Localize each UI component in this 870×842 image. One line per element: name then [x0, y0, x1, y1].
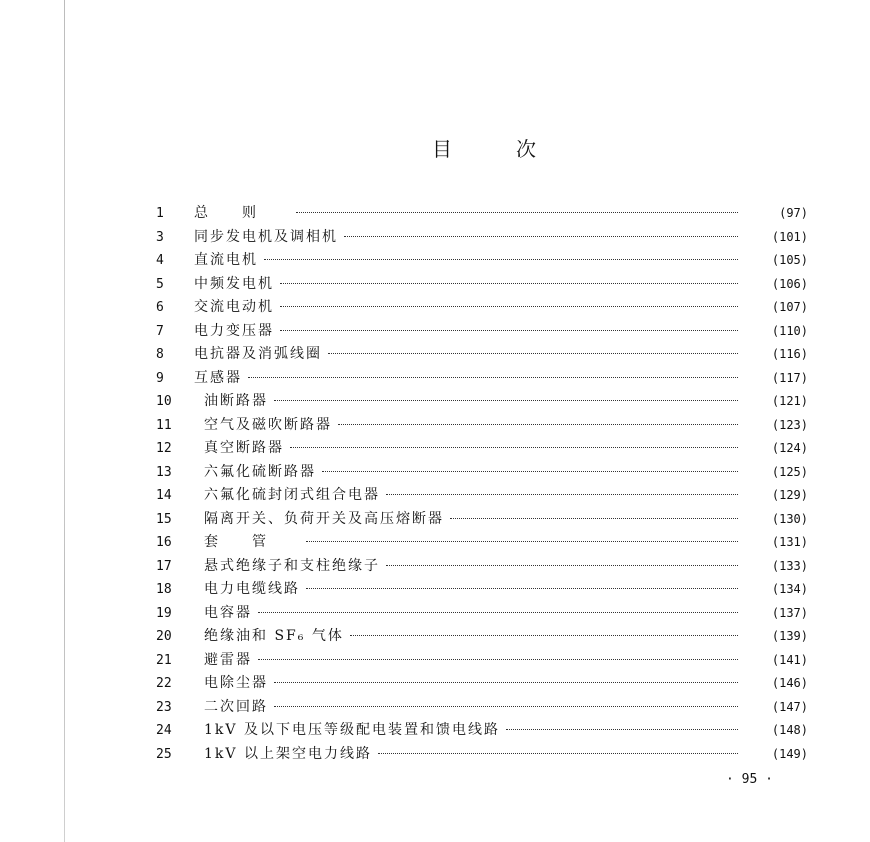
toc-entry-title: 六氟化硫封闭式组合电器 [204, 487, 380, 503]
toc-entry [204, 696, 744, 720]
toc-entry [194, 202, 744, 226]
toc-entry [194, 320, 744, 344]
toc-entry-number: 12 [156, 441, 172, 456]
toc-entry-page: (148) [771, 723, 808, 737]
toc-entry [194, 226, 744, 250]
toc-row [156, 226, 816, 250]
toc-entry-page: (137) [771, 605, 808, 620]
toc-row [156, 696, 816, 720]
toc-row [156, 367, 816, 391]
toc-entry-page: (146) [771, 676, 808, 690]
toc-entry-title: 悬式绝缘子和支柱绝缘子 [204, 557, 380, 574]
toc-entry-title: 油断路器 [204, 393, 268, 409]
toc-row [156, 437, 816, 461]
dot-leader [506, 729, 738, 730]
toc-row [156, 602, 816, 626]
toc-row [156, 625, 816, 649]
scan-edge-line [64, 0, 65, 842]
toc-entry-page: (149) [771, 746, 808, 761]
toc-entry-number: 22 [156, 676, 172, 691]
toc-entry-page: (110) [771, 323, 808, 338]
toc-entry-title: 真空断路器 [204, 440, 284, 456]
toc-row [156, 202, 816, 226]
toc-row [156, 719, 816, 743]
toc-entry-number: 18 [156, 582, 172, 597]
toc-entry-title: 1kV 及以下电压等级配电装置和馈电线路 [204, 722, 500, 738]
dot-leader [306, 588, 738, 589]
toc-entry [204, 602, 744, 626]
dot-leader [350, 635, 738, 636]
toc-entry [204, 743, 744, 767]
toc-entry-number: 6 [156, 300, 164, 315]
toc-row [156, 484, 816, 508]
toc-row [156, 743, 816, 767]
toc-entry-number: 14 [156, 488, 172, 503]
dot-leader [280, 330, 738, 331]
toc-entry-title: 电力变压器 [194, 322, 274, 339]
dot-leader [290, 447, 738, 448]
dot-leader [248, 377, 738, 378]
page-title [432, 133, 536, 162]
dot-leader [322, 471, 738, 472]
toc-entry-title: 同步发电机及调相机 [194, 228, 338, 245]
dot-leader [280, 283, 738, 284]
toc-entry-number: 1 [156, 206, 164, 221]
toc-entry [204, 437, 744, 461]
toc-entry-title: 二次回路 [204, 698, 268, 715]
toc-entry-title: 1kV 以上架空电力线路 [204, 745, 372, 762]
toc-entry-title: 避雷器 [204, 651, 252, 668]
toc-entry [204, 461, 744, 485]
dot-leader [296, 212, 738, 213]
dot-leader [386, 494, 738, 495]
toc-entry-page: (101) [771, 229, 808, 244]
toc-row [156, 578, 816, 602]
toc-entry-page: (107) [771, 300, 808, 314]
toc-entry-page: (130) [771, 511, 808, 526]
toc-entry-page: (117) [771, 370, 808, 385]
toc-entry-number: 8 [156, 347, 164, 362]
dot-leader [386, 565, 738, 566]
toc-row [156, 555, 816, 579]
toc-entry [204, 672, 744, 696]
toc-entry [194, 367, 744, 391]
toc-entry-page: (123) [771, 417, 808, 432]
toc-entry-page: (131) [771, 535, 808, 549]
toc-entry-page: (97) [779, 206, 808, 220]
toc-entry-page: (129) [771, 488, 808, 502]
toc-entry-number: 24 [156, 723, 172, 738]
dot-leader [258, 612, 738, 613]
toc-row [156, 273, 816, 297]
toc-row [156, 672, 816, 696]
toc-entry [194, 296, 744, 320]
toc-entry-number: 25 [156, 746, 172, 762]
page-number: · 95 · [726, 772, 773, 787]
dot-leader [338, 424, 738, 425]
toc-entry-number: 15 [156, 511, 172, 527]
toc-entry-title: 总则 [194, 205, 290, 221]
toc-entry [204, 508, 744, 532]
toc-entry-number: 17 [156, 558, 172, 574]
toc-entry-title: 电容器 [204, 604, 252, 621]
toc-entry-number: 4 [156, 253, 164, 268]
table-of-contents [156, 202, 816, 766]
toc-entry-number: 10 [156, 394, 172, 409]
toc-entry-title: 直流电机 [194, 252, 258, 268]
toc-entry-page: (106) [771, 276, 808, 291]
toc-entry [194, 343, 744, 367]
toc-entry [204, 719, 744, 743]
toc-row [156, 249, 816, 273]
toc-entry [194, 273, 744, 297]
dot-leader [274, 400, 738, 401]
dot-leader [280, 306, 738, 307]
toc-entry-page: (105) [771, 253, 808, 267]
toc-entry-number: 3 [156, 229, 164, 245]
toc-entry-title: 绝缘油和 SF₆ 气体 [204, 628, 344, 644]
toc-entry-title: 中频发电机 [194, 275, 274, 292]
toc-entry [204, 625, 744, 649]
dot-leader [344, 236, 738, 237]
toc-entry-page: (133) [771, 558, 808, 573]
toc-entry-number: 20 [156, 629, 172, 644]
dot-leader [450, 518, 738, 519]
toc-entry-title: 六氟化硫断路器 [204, 463, 316, 480]
toc-row [156, 320, 816, 344]
toc-entry-number: 16 [156, 535, 172, 550]
toc-entry-title: 互感器 [194, 369, 242, 386]
toc-row [156, 296, 816, 320]
dot-leader [264, 259, 738, 260]
toc-entry-title: 交流电动机 [194, 299, 274, 315]
toc-entry-number: 21 [156, 652, 172, 668]
dot-leader [378, 753, 738, 754]
toc-row [156, 390, 816, 414]
toc-row [156, 508, 816, 532]
dot-leader [274, 706, 738, 707]
toc-entry-number: 5 [156, 276, 164, 292]
dot-leader [328, 353, 738, 354]
toc-entry-number: 19 [156, 605, 172, 621]
dot-leader [306, 541, 738, 542]
title-char-2: 次 [516, 137, 536, 161]
toc-row [156, 461, 816, 485]
toc-entry [204, 484, 744, 508]
toc-entry-title: 隔离开关、负荷开关及高压熔断器 [204, 510, 444, 527]
toc-entry-number: 23 [156, 699, 172, 715]
toc-entry-title: 电力电缆线路 [204, 581, 300, 597]
toc-entry [204, 531, 744, 555]
toc-entry-page: (147) [771, 699, 808, 714]
toc-entry [194, 249, 744, 273]
toc-entry [204, 414, 744, 438]
toc-entry [204, 578, 744, 602]
toc-entry-title: 套管 [204, 534, 300, 550]
toc-entry [204, 649, 744, 673]
toc-row [156, 414, 816, 438]
toc-entry-page: (121) [771, 394, 808, 408]
toc-entry-title: 电抗器及消弧线圈 [194, 346, 322, 362]
toc-entry-page: (139) [771, 629, 808, 643]
toc-entry-page: (125) [771, 464, 808, 479]
dot-leader [258, 659, 738, 660]
toc-entry-page: (141) [771, 652, 808, 667]
toc-entry-number: 9 [156, 370, 164, 386]
toc-row [156, 649, 816, 673]
toc-entry-page: (134) [771, 582, 808, 596]
toc-entry-title: 电除尘器 [204, 675, 268, 691]
toc-entry [204, 390, 744, 414]
toc-entry [204, 555, 744, 579]
toc-entry-number: 11 [156, 417, 172, 433]
toc-entry-page: (124) [771, 441, 808, 455]
toc-row [156, 531, 816, 555]
toc-entry-number: 7 [156, 323, 164, 339]
toc-row [156, 343, 816, 367]
title-char-1: 目 [432, 137, 452, 161]
toc-entry-title: 空气及磁吹断路器 [204, 416, 332, 433]
toc-entry-number: 13 [156, 464, 172, 480]
dot-leader [274, 682, 738, 683]
toc-entry-page: (116) [771, 347, 808, 361]
